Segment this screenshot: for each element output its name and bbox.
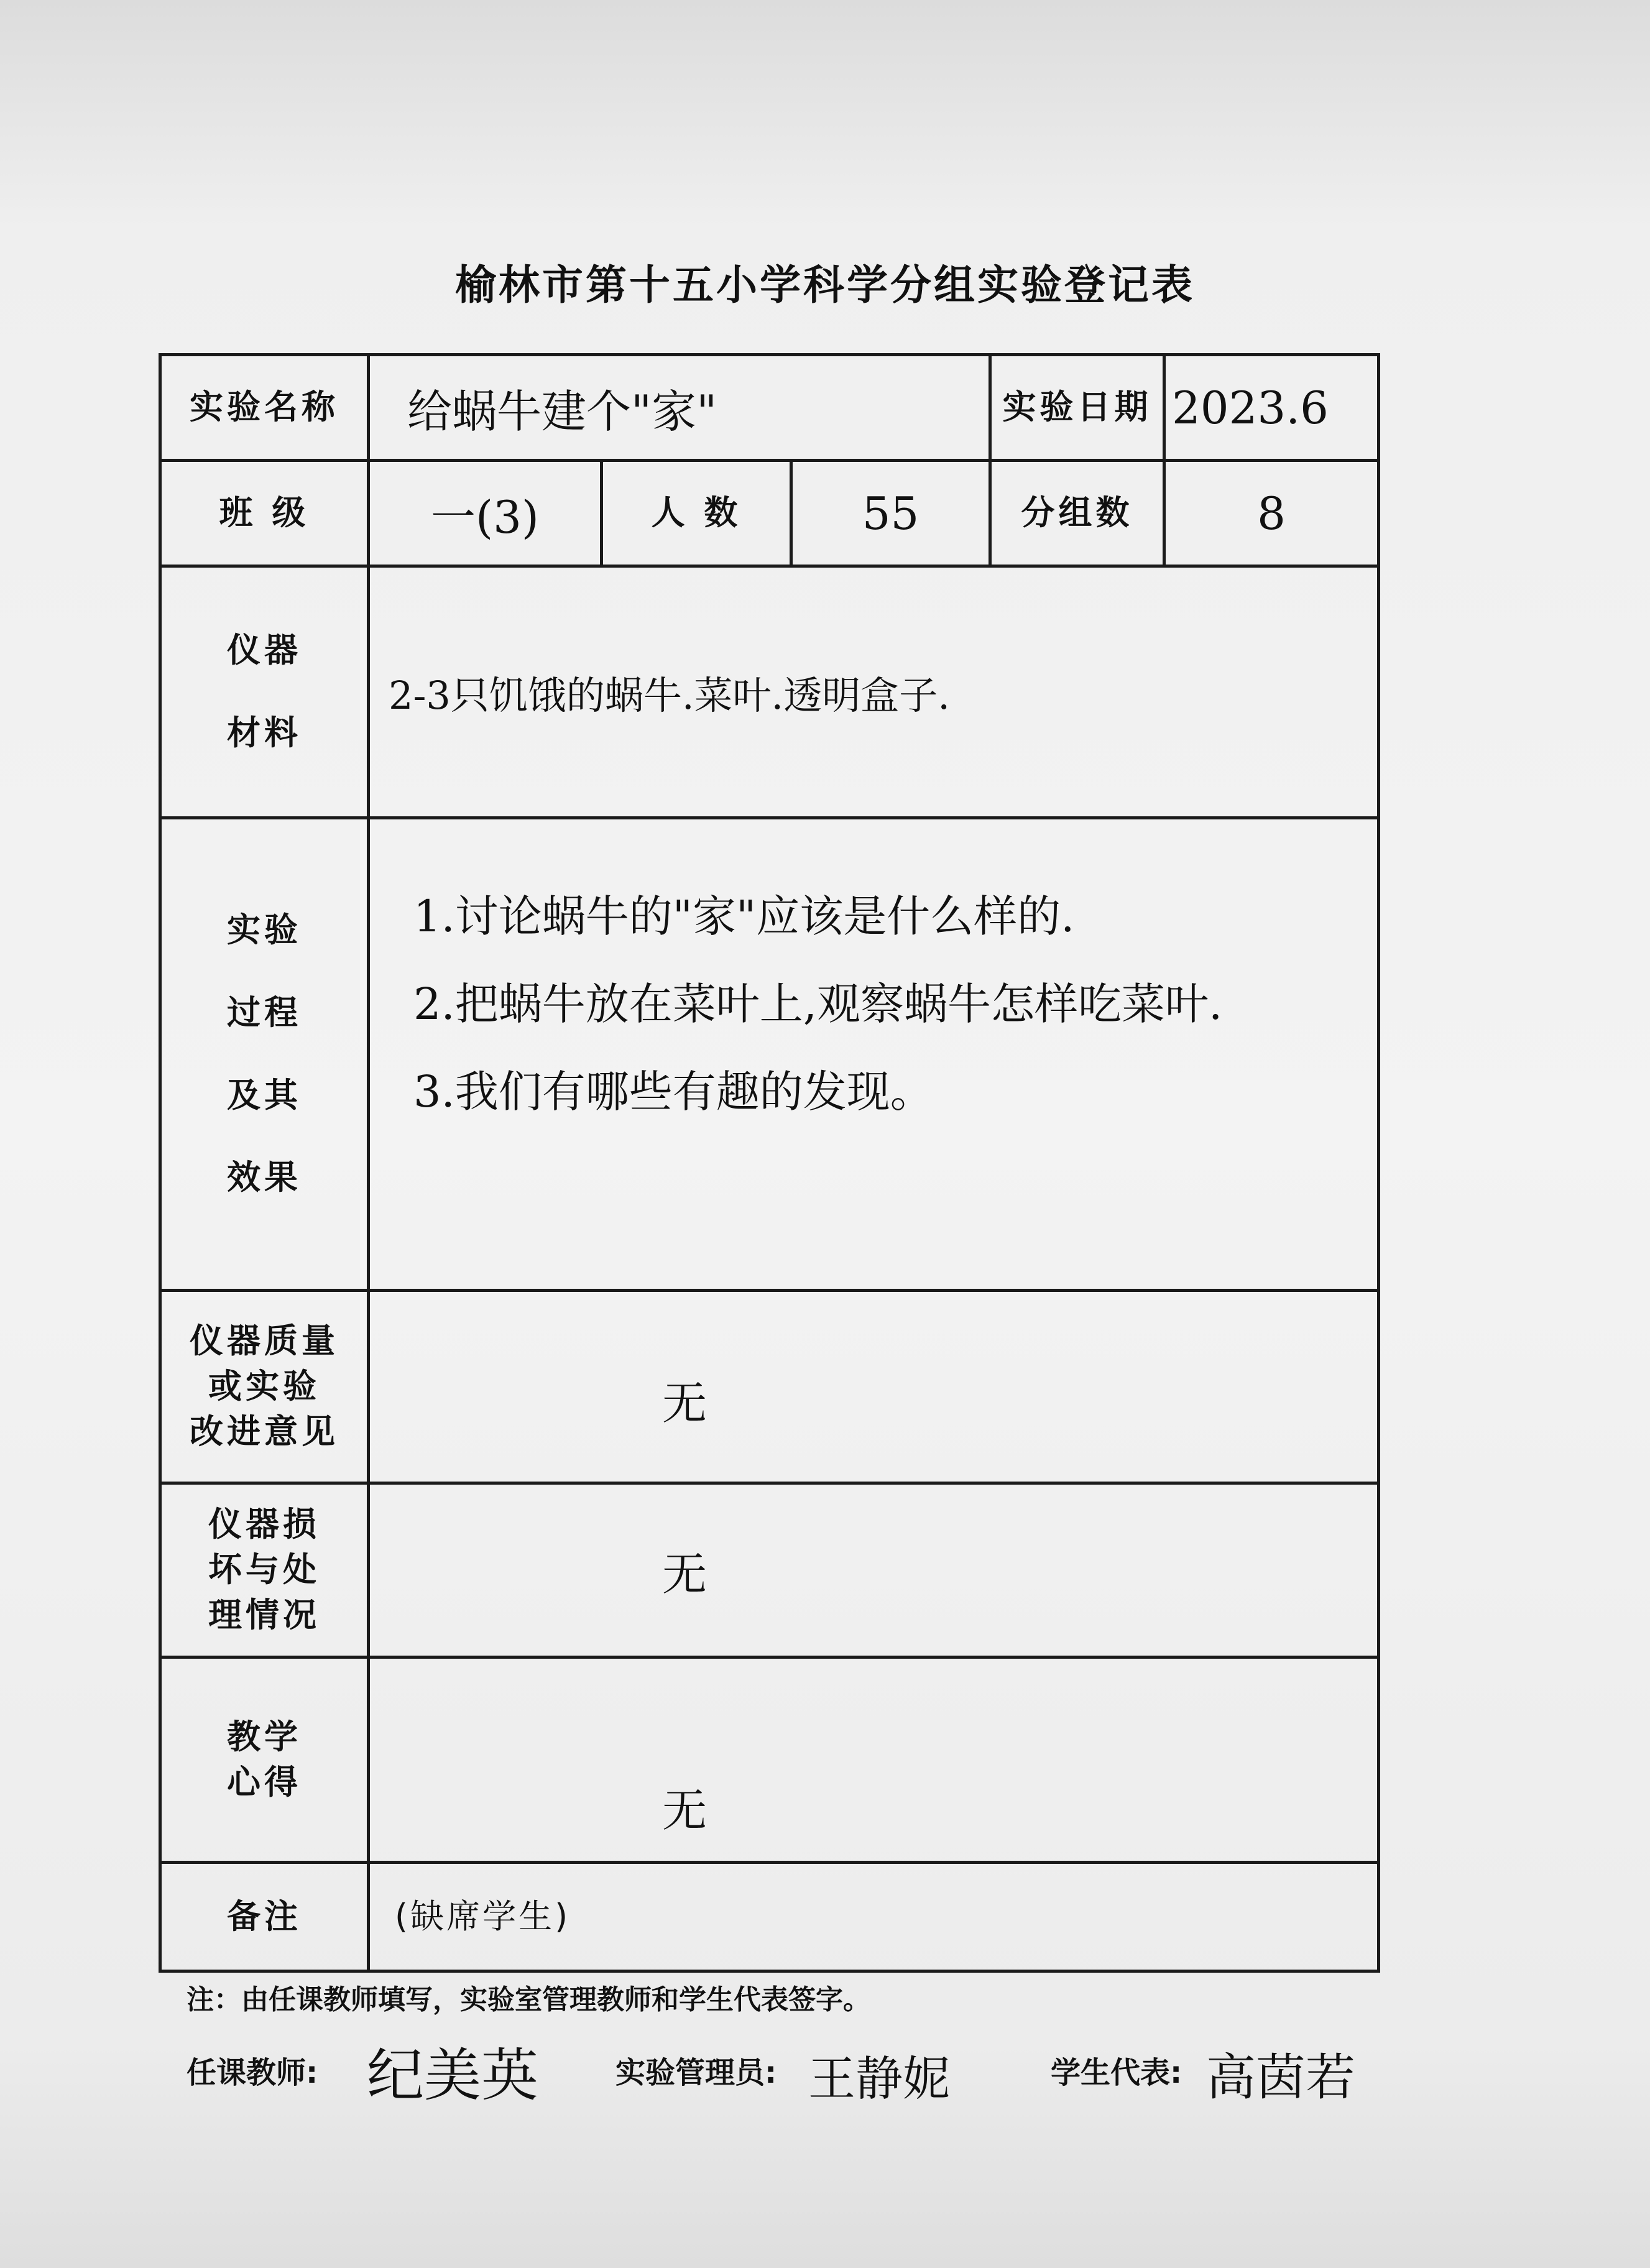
- teaching-label: [160, 1657, 369, 1863]
- process-label-line: 效果: [227, 1158, 302, 1197]
- row-remarks: [160, 1863, 1379, 1971]
- class-label: 班 级: [160, 461, 369, 566]
- quality-label-line: 仪器质量: [190, 1321, 339, 1361]
- lab-admin-label: 实验管理员:: [615, 2055, 777, 2090]
- teaching-label-line: 教学: [227, 1717, 302, 1756]
- row-damage: [160, 1483, 1379, 1657]
- damage-label: [160, 1483, 369, 1657]
- form-note: 注：由任课教师填写，实验室管理教师和学生代表签字。: [187, 1984, 870, 2016]
- damage-label-line: 理情况: [208, 1595, 320, 1634]
- teacher-signature: 纪美英: [367, 2042, 539, 2109]
- process-label: [160, 818, 369, 1291]
- experiment-name-value: 给蜗牛建个"家": [369, 355, 990, 461]
- quality-label-line: 改进意见: [190, 1411, 339, 1451]
- student-rep-label: 学生代表:: [1051, 2055, 1182, 2090]
- row-quality: [160, 1291, 1379, 1483]
- process-step: 3.我们有哪些有趣的发现。: [413, 1066, 934, 1117]
- experiment-date-value: 2023.6: [1164, 355, 1379, 461]
- process-label-line: 过程: [227, 992, 302, 1032]
- materials-label: [160, 566, 369, 818]
- quality-value: 无: [369, 1291, 1379, 1483]
- class-value: 一(3): [369, 461, 602, 566]
- row-teaching: [160, 1657, 1379, 1863]
- page-title: 榆林市第十五小学科学分组实验登记表: [455, 261, 1195, 309]
- signature-row: [187, 2024, 1405, 2111]
- teaching-label-line: 心得: [227, 1762, 302, 1802]
- quality-label: [160, 1291, 369, 1483]
- process-label-line: 及其: [227, 1075, 302, 1115]
- groups-label: 分组数: [990, 461, 1164, 566]
- materials-value: 2-3只饥饿的蜗牛.菜叶.透明盒子.: [369, 566, 1379, 818]
- row-experiment-name: [160, 355, 1379, 461]
- materials-label-line: 仪器: [227, 630, 302, 670]
- process-step: 1.讨论蜗牛的"家"应该是什么样的.: [413, 891, 1075, 942]
- remarks-label: 备注: [160, 1863, 369, 1971]
- remarks-value: (缺席学生): [369, 1863, 1379, 1971]
- people-value: 55: [791, 461, 990, 566]
- teaching-value: 无: [369, 1657, 1379, 1863]
- lab-admin-signature: 王静妮: [808, 2051, 950, 2106]
- registration-form-table: [159, 353, 1380, 1973]
- row-process: [160, 818, 1379, 1291]
- student-rep-signature: 高茵若: [1206, 2049, 1355, 2106]
- process-step: 2.把蜗牛放在菜叶上,观察蜗牛怎样吃菜叶.: [413, 979, 1223, 1030]
- row-class-info: [160, 461, 1379, 566]
- row-materials: [160, 566, 1379, 818]
- experiment-date-label: 实验日期: [990, 355, 1164, 461]
- groups-value: 8: [1164, 461, 1379, 566]
- damage-label-line: 坏与处: [208, 1550, 320, 1590]
- quality-label-line: 或实验: [208, 1367, 320, 1406]
- process-steps: [369, 818, 1379, 1291]
- process-label-line: 实验: [227, 910, 302, 949]
- materials-label-line: 材料: [227, 713, 302, 752]
- teacher-label: 任课教师:: [187, 2055, 318, 2090]
- damage-label-line: 仪器损: [208, 1505, 320, 1544]
- experiment-name-label: 实验名称: [160, 355, 369, 461]
- people-label: 人 数: [602, 461, 791, 566]
- damage-value: 无: [369, 1483, 1379, 1657]
